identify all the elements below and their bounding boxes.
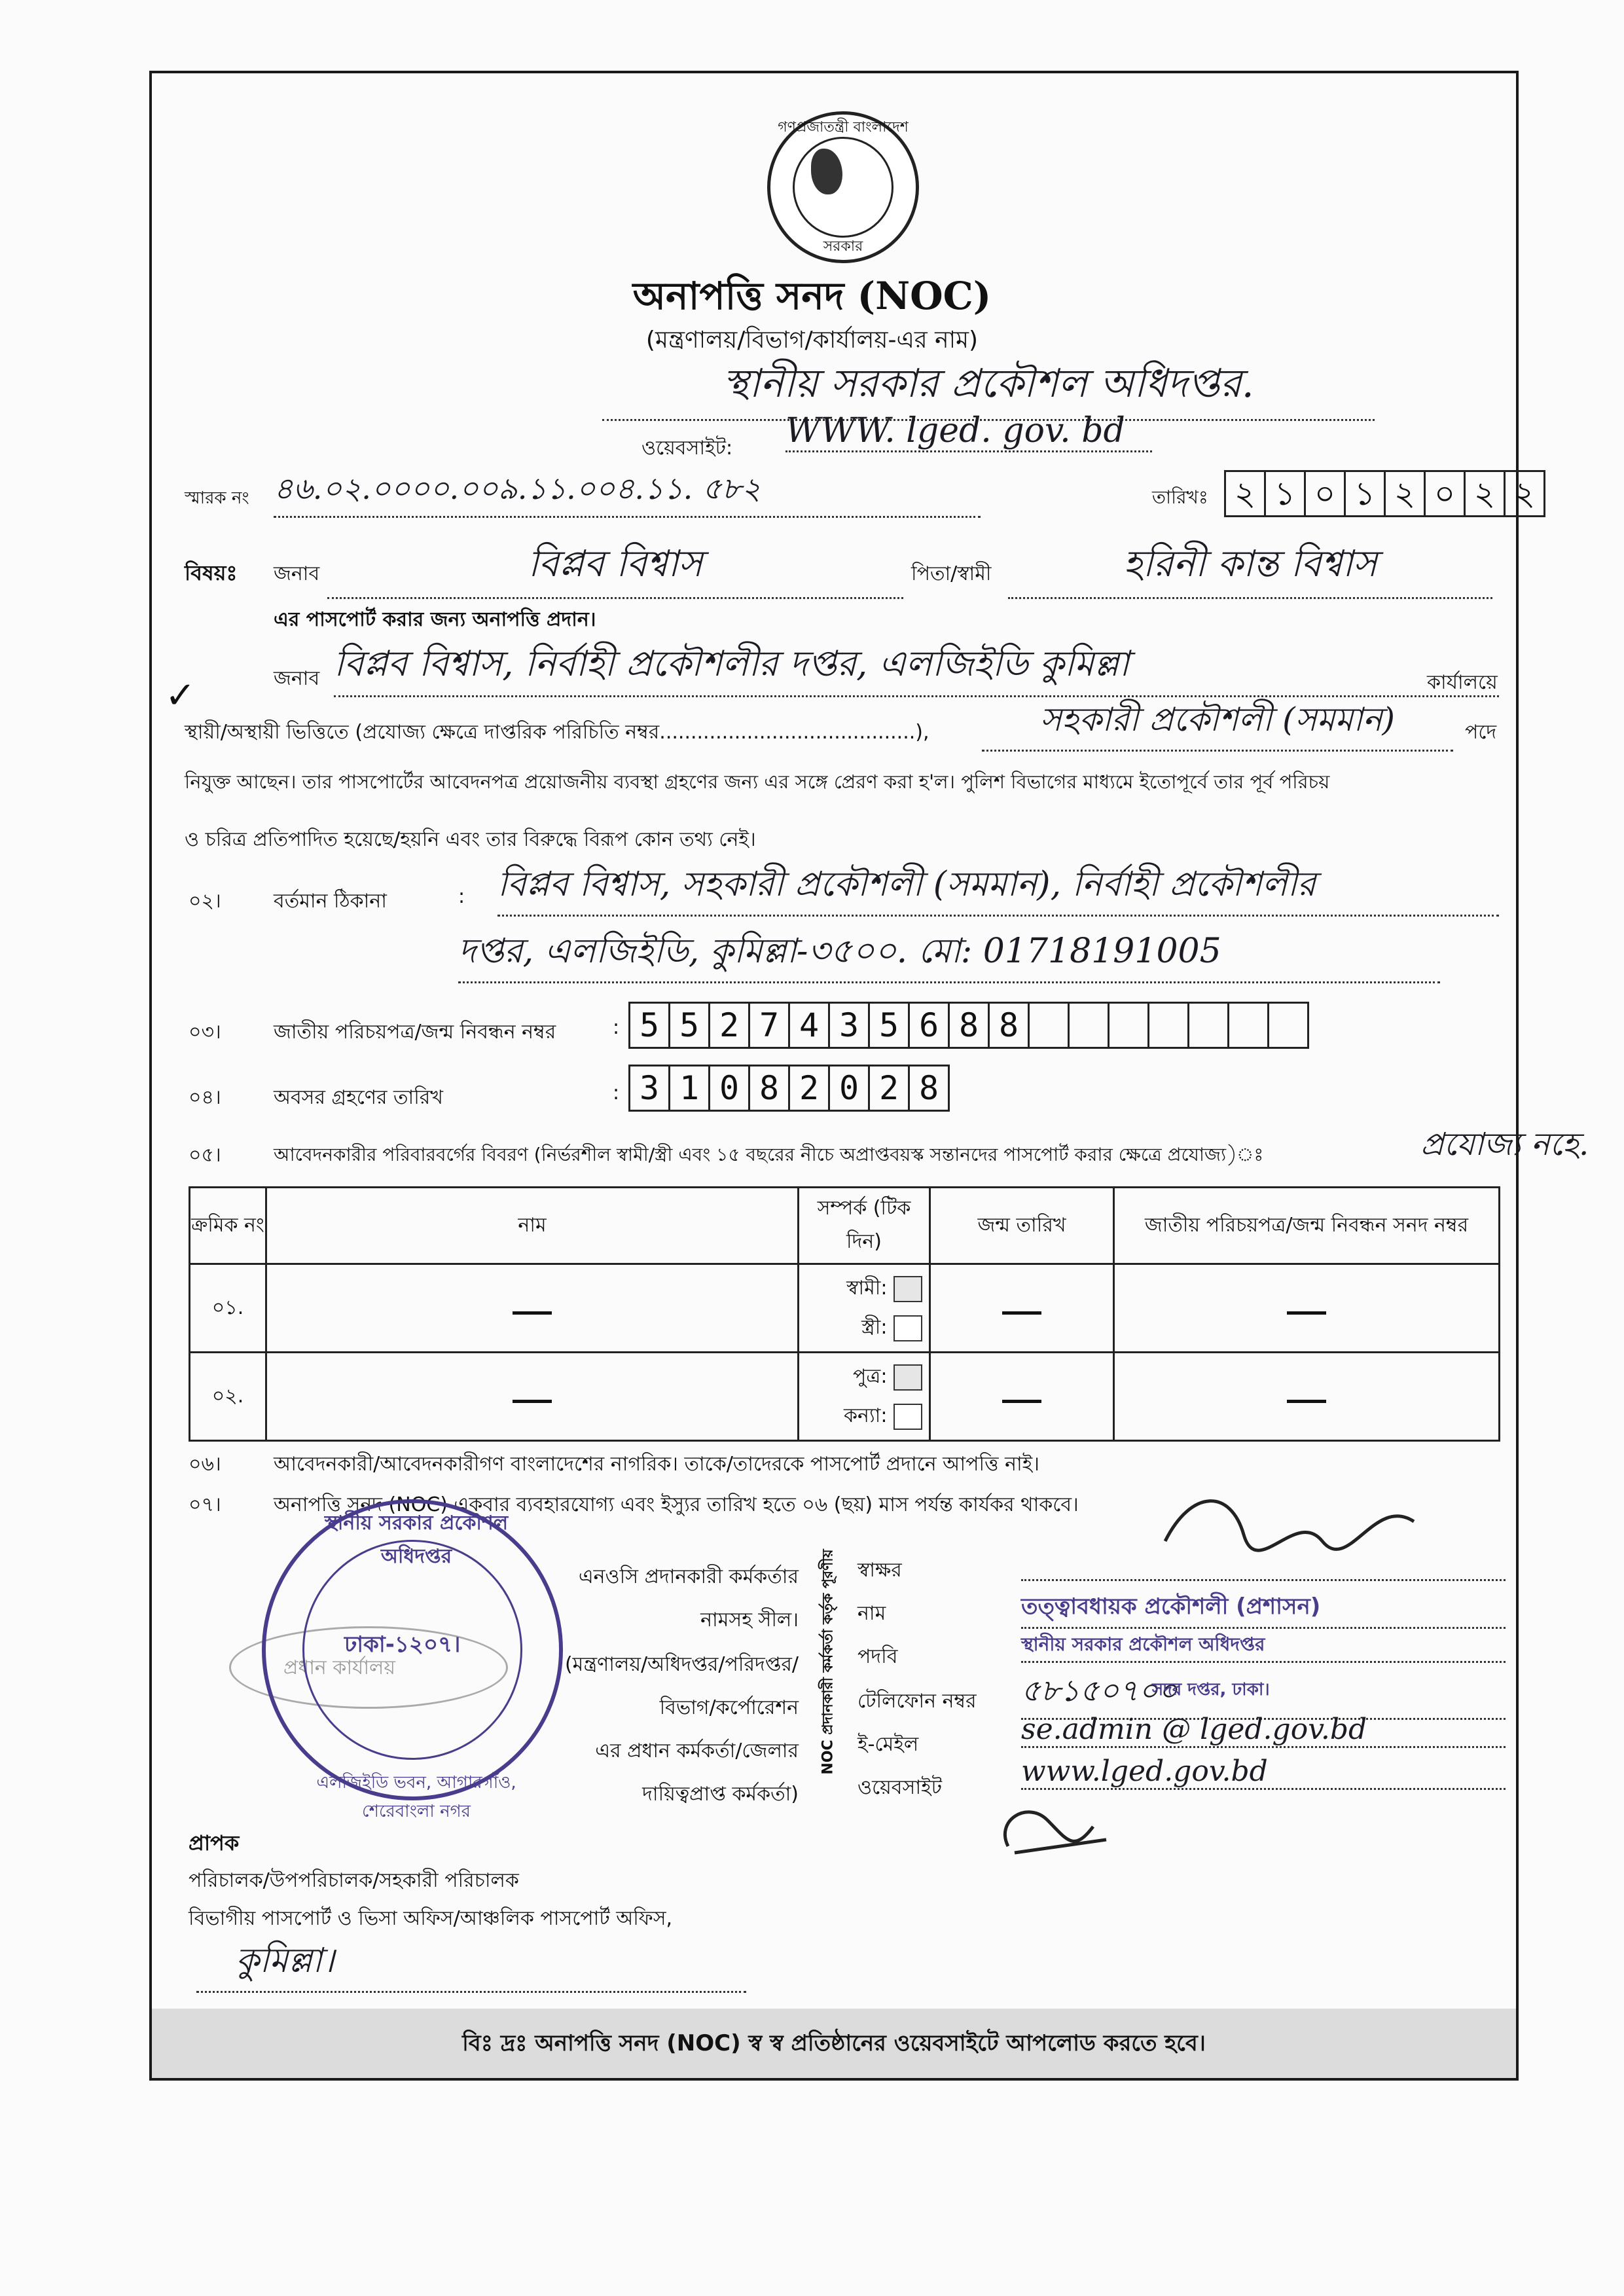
item03-label: জাতীয় পরিচয়পত্র/জন্ম নিবন্ধন নম্বর [274,1021,556,1044]
nid-digit-cell [1229,1004,1269,1047]
website-field-value: www.lged.gov.bd [1021,1755,1506,1790]
website-field-label: ওয়েবসাইট [857,1776,942,1799]
relation-son-label: পুত্র: [852,1365,888,1388]
tick-mark: ✓ [165,674,196,717]
post-name: সহকারী প্রকৌশলী (সমমান) [982,695,1453,752]
nid-digit-cell: 8 [950,1004,990,1047]
retirement-digit-cell: 2 [790,1066,830,1110]
dash-mark [1287,1311,1326,1315]
initials-mark [988,1794,1119,1872]
row1-birthdate [930,1264,1114,1353]
row1-nid [1114,1264,1500,1353]
item04-colon: : [613,1082,620,1104]
item07-text: অনাপত্তি সনদ (NOC) একবার ব্যবহারযোগ্য এবং ইস্যুর তারিখ হতে ০৬ (ছয়) মাস পর্যন্ত কার্যকর থাকবে। [274,1493,1079,1516]
col-name: নাম [266,1188,799,1264]
email-value: se.admin @ lged.gov.bd [1021,1713,1506,1748]
body-para2: ও চরিত্র প্রতিপাদিত হয়েছে/হয়নি এবং তার বিরুদ্ধে বিরূপ কোন তথ্য নেই। [185,828,756,851]
dash-mark [1002,1311,1041,1315]
item05-answer: প্রযোজ্য নহে. [1420,1126,1589,1163]
item02-colon: : [458,885,465,908]
item04-num: ০৪। [189,1086,221,1109]
footer-note: বিঃ দ্রঃ অনাপত্তি সনদ (NOC) স্ব স্ব প্রতিষ্ঠানের ওয়েবসাইটে আপলোড করতে হবে। [152,2009,1516,2078]
row2-relation [799,1353,930,1441]
officer-desc-5: এর প্রধান কর্মকর্তা/জেলার [595,1740,799,1762]
date-digit-cell: ২ [1226,472,1266,515]
address-line2: দপ্তর, এলজিইডি, কুমিল্লা-৩৫০০. মো: 01718191005 [458,924,1440,983]
phone-label: টেলিফোন নম্বর [857,1690,977,1713]
date-digit-cell: ২ [1513,475,1536,513]
retirement-digit-cell: 8 [750,1066,790,1110]
memo-label: স্মারক নং [185,488,249,508]
signature-field [1021,1554,1506,1581]
date-digit-cell: ২ [1466,472,1506,515]
table-row [190,1353,1500,1441]
nid-digit-cell: 3 [830,1004,870,1047]
family-table [189,1186,1500,1442]
item03-num: ০৩। [189,1021,221,1044]
retirement-digit-cell: 0 [710,1066,750,1110]
daughter-checkbox[interactable] [893,1404,922,1430]
row2-birthdate [930,1353,1114,1441]
nid-digit-cell: 2 [710,1004,750,1047]
seal-top-text: গণপ্রজাতন্ত্রী বাংলাদেশ [778,119,909,136]
website-label: ওয়েবসাইট: [641,437,733,460]
col-nid: জাতীয় পরিচয়পত্র/জন্ম নিবন্ধন সনদ নম্বর [1114,1188,1500,1264]
relation-daughter-label: কন্যা: [844,1404,888,1427]
stamp-ring-top: স্থানীয় সরকার প্রকৌশল অধিদপ্তর [324,1512,509,1568]
officer-desc-4: বিভাগ/কর্পোরেশন [659,1696,799,1719]
retirement-date-boxes [628,1065,950,1112]
date-boxes [1224,470,1545,517]
nid-digit-cell [1269,1004,1307,1047]
officer-desc-1: এনওসি প্রদানকারী কর্মকর্তার [578,1565,799,1588]
row1-name [266,1264,799,1353]
retirement-digit-cell: 1 [670,1066,710,1110]
signature-label: স্বাক্ষর [857,1559,902,1582]
officer-name-stamp: তত্ত্বাবধায়ক প্রকৌশলী (প্রশাসন) [1021,1590,1506,1629]
email-label: ই-মেইল [857,1733,919,1756]
row2-nid [1114,1353,1500,1441]
relation-wife-label: স্ত্রী: [861,1316,888,1339]
subject-mr-label: জনাব [274,562,320,585]
nid-digit-cell: 5 [670,1004,710,1047]
table-row [190,1264,1500,1353]
office-name: স্থানীয় সরকার প্রকৌশল অধিদপ্তর. [602,354,1375,421]
nid-digit-cell: 4 [790,1004,830,1047]
col-birthdate: জন্ম তারিখ [930,1188,1114,1264]
nid-digit-cell: 5 [870,1004,910,1047]
dash-mark [513,1400,552,1403]
nid-digit-cell: 6 [910,1004,950,1047]
office-suffix: কার্যালয়ে [1427,671,1498,694]
father-label: পিতা/স্বামী [911,562,992,585]
date-digit-cell: ০ [1306,472,1346,515]
col-serial: ক্রমিক নং [190,1188,266,1264]
designation-label: পদবি [857,1645,898,1668]
noc-vertical-note [809,1545,848,1787]
officer-desc-2: নামসহ সীল। [700,1609,799,1631]
nid-digit-cell: 7 [750,1004,790,1047]
website-value: WWW. lged. gov. bd [785,411,1152,452]
item04-label: অবসর গ্রহণের তারিখ [274,1086,443,1109]
item07-num: ০৭। [189,1493,221,1516]
subject-line2: এর পাসপোর্ট করার জন্য অনাপত্তি প্রদান। [274,608,596,631]
date-digit-cell: ১ [1266,472,1306,515]
recipient-line1: পরিচালক/উপপরিচালক/সহকারী পরিচালক [189,1869,519,1892]
phone-stamp: সদর দপ্তর, ঢাকা। [1152,1680,1270,1700]
item03-colon: : [613,1016,620,1039]
seal-inner-ring [793,137,893,238]
nid-digit-cell [1070,1004,1110,1047]
body-mr-label: জনাব [274,667,320,690]
table-header-row [190,1188,1500,1264]
nid-digit-cell [1030,1004,1070,1047]
signature-mark [1152,1482,1427,1574]
nid-digit-cell: 8 [990,1004,1030,1047]
basis-text: স্থায়ী/অস্থায়ী ভিত্তিতে (প্রযোজ্য ক্ষেত্রে দাপ্তরিক পরিচিতি নম্বর.........................................), [185,721,929,744]
officer-desc-3: (মন্ত্রণালয়/অধিদপ্তর/পরিদপ্তর/ [564,1653,799,1676]
office-round-stamp [262,1499,563,1821]
office-line: বিপ্লব বিশ্বাস, নির্বাহী প্রকৌশলীর দপ্তর, এলজিইডি কুমিল্লা [334,636,1499,697]
row1-serial: ০১. [190,1264,266,1353]
father-name: হরিনী কান্ত বিশ্বাস [1008,536,1492,599]
col-relation: সম্পর্ক (টিক দিন) [799,1188,930,1264]
row1-relation [799,1264,930,1353]
phone-value: ৫৮১৫০৭০০ [1021,1668,1506,1720]
officer-designation-stamp: স্থানীয় সরকার প্রকৌশল অধিদপ্তর [1021,1630,1506,1663]
recipient-line2: বিভাগীয় পাসপোর্ট ও ভিসা অফিস/আঞ্চলিক পাসপোর্ট অফিস, [189,1907,673,1930]
date-digit-cell: ০ [1426,472,1466,515]
nid-digit-cell: 5 [630,1004,670,1047]
memo-value: ৪৬.০২.০০০০.০০৯.১১.০০৪.১১. ৫৮২ [274,466,981,518]
seal-bottom-text: সরকার [823,238,863,255]
nid-digit-cell [1110,1004,1149,1047]
post-suffix: পদে [1465,721,1497,744]
nid-digit-cell [1149,1004,1189,1047]
item02-label: বর্তমান ঠিকানা [274,890,387,913]
address-line1: বিপ্লব বিশ্বাস, সহকারী প্রকৌশলী (সমমান), নির্বাহী প্রকৌশলীর [497,858,1499,917]
document-subtitle: (মন্ত্রণালয়/বিভাগ/কার্যালয়-এর নাম) [645,327,979,354]
vertical-note-text: NOC প্রদানকারী কর্মকর্তা কর্তৃক পূরণীয় [820,1549,837,1775]
item05-label: আবেদনকারীর পরিবারবর্গের বিবরণ (নির্ভরশীল স্বামী/স্ত্রী এবং ১৫ বছরের নীচে অপ্রাপ্তবয়স্ক সন্তানদের পাসপোর্ট করার ক্ষেত্রে প্রযোজ্য)ঃ [274,1144,1264,1165]
government-seal [767,111,919,263]
date-digit-cell: ১ [1346,472,1386,515]
date-label: তারিখঃ [1152,486,1208,508]
nid-boxes [628,1002,1309,1049]
gray-oval-text: প্রধান কার্যালয় [283,1656,396,1679]
name-label: নাম [857,1602,886,1625]
relation-husband-label: স্বামী: [846,1277,888,1300]
item05-num: ০৫। [189,1144,221,1167]
item06-num: ০৬। [189,1453,221,1476]
stamp-ring-bottom: এলজিইডি ভবন, আগারগাঁও, শেরেবাংলা নগর [316,1773,516,1821]
subject-label: বিষয়ঃ [185,560,238,585]
retirement-digit-cell: 0 [830,1066,870,1110]
officer-desc-6: দায়িত্বপ্রাপ্ত কর্মকর্তা) [642,1783,799,1806]
retirement-digit-cell: 8 [918,1069,939,1107]
wife-checkbox[interactable] [893,1315,922,1341]
dash-mark [1002,1400,1041,1403]
dash-mark [1287,1400,1326,1403]
applicant-name: বিপ্লব বিশ্বাস [327,536,903,599]
dash-mark [513,1311,552,1315]
son-checkbox[interactable] [893,1364,922,1391]
row2-serial: ০২. [190,1353,266,1441]
item02-num: ০২। [189,890,221,913]
husband-checkbox[interactable] [893,1276,922,1302]
nid-digit-cell [1189,1004,1229,1047]
recipient-city: কুমিল্লা। [196,1934,746,1993]
row2-name [266,1353,799,1441]
stamp-center: ঢাকা-১২০৭। [344,1631,461,1658]
item06-text: আবেদনকারী/আবেদনকারীগণ বাংলাদেশের নাগরিক। তাকে/তাদেরকে পাসপোর্ট প্রদানে আপত্তি নাই। [274,1453,1040,1476]
retirement-digit-cell: 2 [870,1066,910,1110]
body-para1: নিযুক্ত আছেন। তার পাসপোর্টের আবেদনপত্র প্রয়োজনীয় ব্যবস্থা গ্রহণের জন্য এর সঙ্গে প্রেরণ করা হ'ল। পুলিশ বিভাগের মাধ্যমে ইতোপূর্বে তার পূর্ব পরিচয় [185,771,1330,793]
document-title: অনাপত্তি সনদ (NOC) [632,274,992,318]
retirement-digit-cell: 3 [630,1066,670,1110]
recipient-title: প্রাপক [189,1831,240,1855]
date-digit-cell: ২ [1386,472,1426,515]
